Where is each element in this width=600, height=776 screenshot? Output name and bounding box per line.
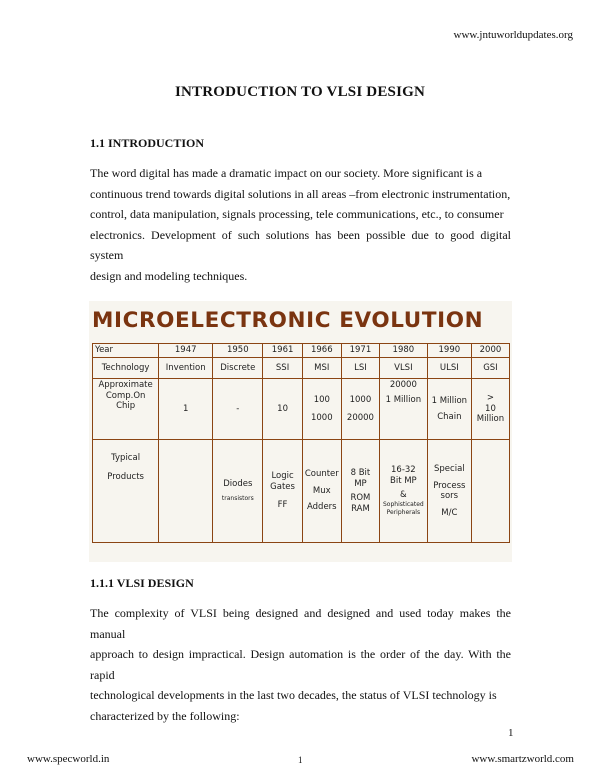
cell-line: ROM <box>350 493 371 503</box>
cell-line: Chip <box>116 401 136 411</box>
table-cell <box>263 440 302 543</box>
table-cell: Discrete <box>213 358 263 379</box>
cell-line: Approximate <box>98 380 153 390</box>
cell-line: 1000 <box>310 413 333 423</box>
table-cell <box>93 379 159 440</box>
intro-paragraph <box>90 163 511 286</box>
table-cell: VLSI <box>379 358 427 379</box>
cell-line: Counter <box>304 469 339 480</box>
cell-line: Chain <box>437 412 462 422</box>
cell-line: 1 Million <box>385 394 422 405</box>
text-line: approach to design impractical. Design automation is the order of the day. With the rapid <box>90 647 511 682</box>
table-cell: SSI <box>263 358 302 379</box>
text-line: technological developments in the last two decades, the status of VLSI technology is <box>90 688 497 702</box>
page-title: INTRODUCTION TO VLSI DESIGN <box>174 84 426 100</box>
row-approx-components <box>93 379 510 440</box>
table-cell: 2000 <box>471 344 509 358</box>
text-line: The complexity of VLSI being designed and designed and used today makes the manual <box>90 606 511 641</box>
table-cell <box>93 440 159 543</box>
evolution-table <box>92 343 510 543</box>
table-cell: MSI <box>302 358 341 379</box>
text-line: electronics. Development of such solutions has been possible due to good digital system <box>90 227 511 262</box>
cell-line: 1 <box>182 403 189 414</box>
cell-line: 20000 <box>346 413 374 423</box>
table-cell <box>471 379 509 440</box>
table-cell: ULSI <box>427 358 471 379</box>
cell-line: FF <box>277 500 288 511</box>
table-cell <box>427 379 471 440</box>
table-cell: Technology <box>93 358 159 379</box>
text-line: The word digital has made a dramatic impact on our society. More significant is a <box>90 166 483 180</box>
section-heading-introduction: 1.1 INTRODUCTION <box>90 136 205 150</box>
cell-line: 10 <box>277 403 288 414</box>
table-cell <box>213 379 263 440</box>
table-cell <box>379 379 427 440</box>
cell-line: 16-32 <box>391 465 416 476</box>
text-line: design and modeling techniques. <box>90 268 248 283</box>
cell-line: Bit MP <box>390 475 417 486</box>
row-technology <box>93 358 510 379</box>
cell-line: 8 Bit <box>350 468 371 478</box>
cell-line: MP <box>354 478 367 489</box>
cell-line: Mux <box>312 485 331 496</box>
cell-line: Comp.On <box>105 390 146 401</box>
cell-line: Peripherals <box>386 508 421 516</box>
section-heading-vlsi-design: 1.1.1 VLSI DESIGN <box>90 576 194 590</box>
footer-page-number: 1 <box>298 755 303 765</box>
cell-line: Logic <box>271 471 294 482</box>
table-cell: 1966 <box>302 344 341 358</box>
header-url[interactable]: www.jntuworldupdates.org <box>453 29 573 41</box>
table-cell: 1950 <box>213 344 263 358</box>
cell-line: 100 <box>313 394 330 405</box>
cell-line: Diodes <box>223 479 253 490</box>
vlsi-paragraph <box>90 603 511 726</box>
cell-line: > <box>486 393 495 404</box>
cell-line: 10 <box>485 403 496 414</box>
cell-line: transistors <box>221 494 254 502</box>
table-cell <box>471 440 509 543</box>
cell-line: 1 Million <box>431 395 468 406</box>
cell-line: Adders <box>307 502 337 513</box>
footer-right-url[interactable]: www.smartzworld.com <box>471 753 574 765</box>
table-cell <box>263 379 302 440</box>
table-cell: Invention <box>159 358 213 379</box>
cell-line: M/C <box>441 507 458 518</box>
cell-line: 20000 <box>389 380 417 390</box>
cell-line: Special <box>434 464 465 474</box>
table-cell <box>341 440 379 543</box>
table-cell: Year <box>93 344 159 358</box>
row-year <box>93 344 510 358</box>
cell-line: Gates <box>270 481 295 492</box>
footer-left-url[interactable]: www.specworld.in <box>27 753 110 765</box>
text-line: control, data manipulation, signals processing, tele communications, etc., to consumer <box>90 207 504 221</box>
cell-line: & <box>400 490 407 501</box>
table-cell: 1961 <box>263 344 302 358</box>
table-cell <box>302 440 341 543</box>
table-cell <box>159 379 213 440</box>
table-cell <box>341 379 379 440</box>
table-cell: 1971 <box>341 344 379 358</box>
page-number: 1 <box>508 727 514 739</box>
table-cell: 1980 <box>379 344 427 358</box>
cell-line: Typical <box>111 453 141 463</box>
cell-line: 1000 <box>349 394 372 405</box>
table-cell <box>159 440 213 543</box>
cell-line: Million <box>476 414 505 425</box>
text-line: characterized by the following: <box>90 708 240 723</box>
table-cell <box>427 440 471 543</box>
table-cell <box>213 440 263 543</box>
cell-line: sors <box>440 491 459 501</box>
cell-line: Process <box>433 480 466 491</box>
figure-title: MICROELECTRONIC EVOLUTION <box>92 308 484 333</box>
cell-line: Sophisticated <box>382 500 424 508</box>
cell-line: - <box>236 403 240 414</box>
table-cell <box>302 379 341 440</box>
table-cell: GSI <box>471 358 509 379</box>
table-cell: LSI <box>341 358 379 379</box>
row-typical-products <box>93 440 510 543</box>
cell-line: RAM <box>351 503 370 514</box>
text-line: continuous trend towards digital solutions in all areas –from electronic instrumentation, <box>90 186 511 201</box>
cell-line: Products <box>107 471 144 482</box>
table-cell: 1947 <box>159 344 213 358</box>
table-cell: 1990 <box>427 344 471 358</box>
table-cell <box>379 440 427 543</box>
